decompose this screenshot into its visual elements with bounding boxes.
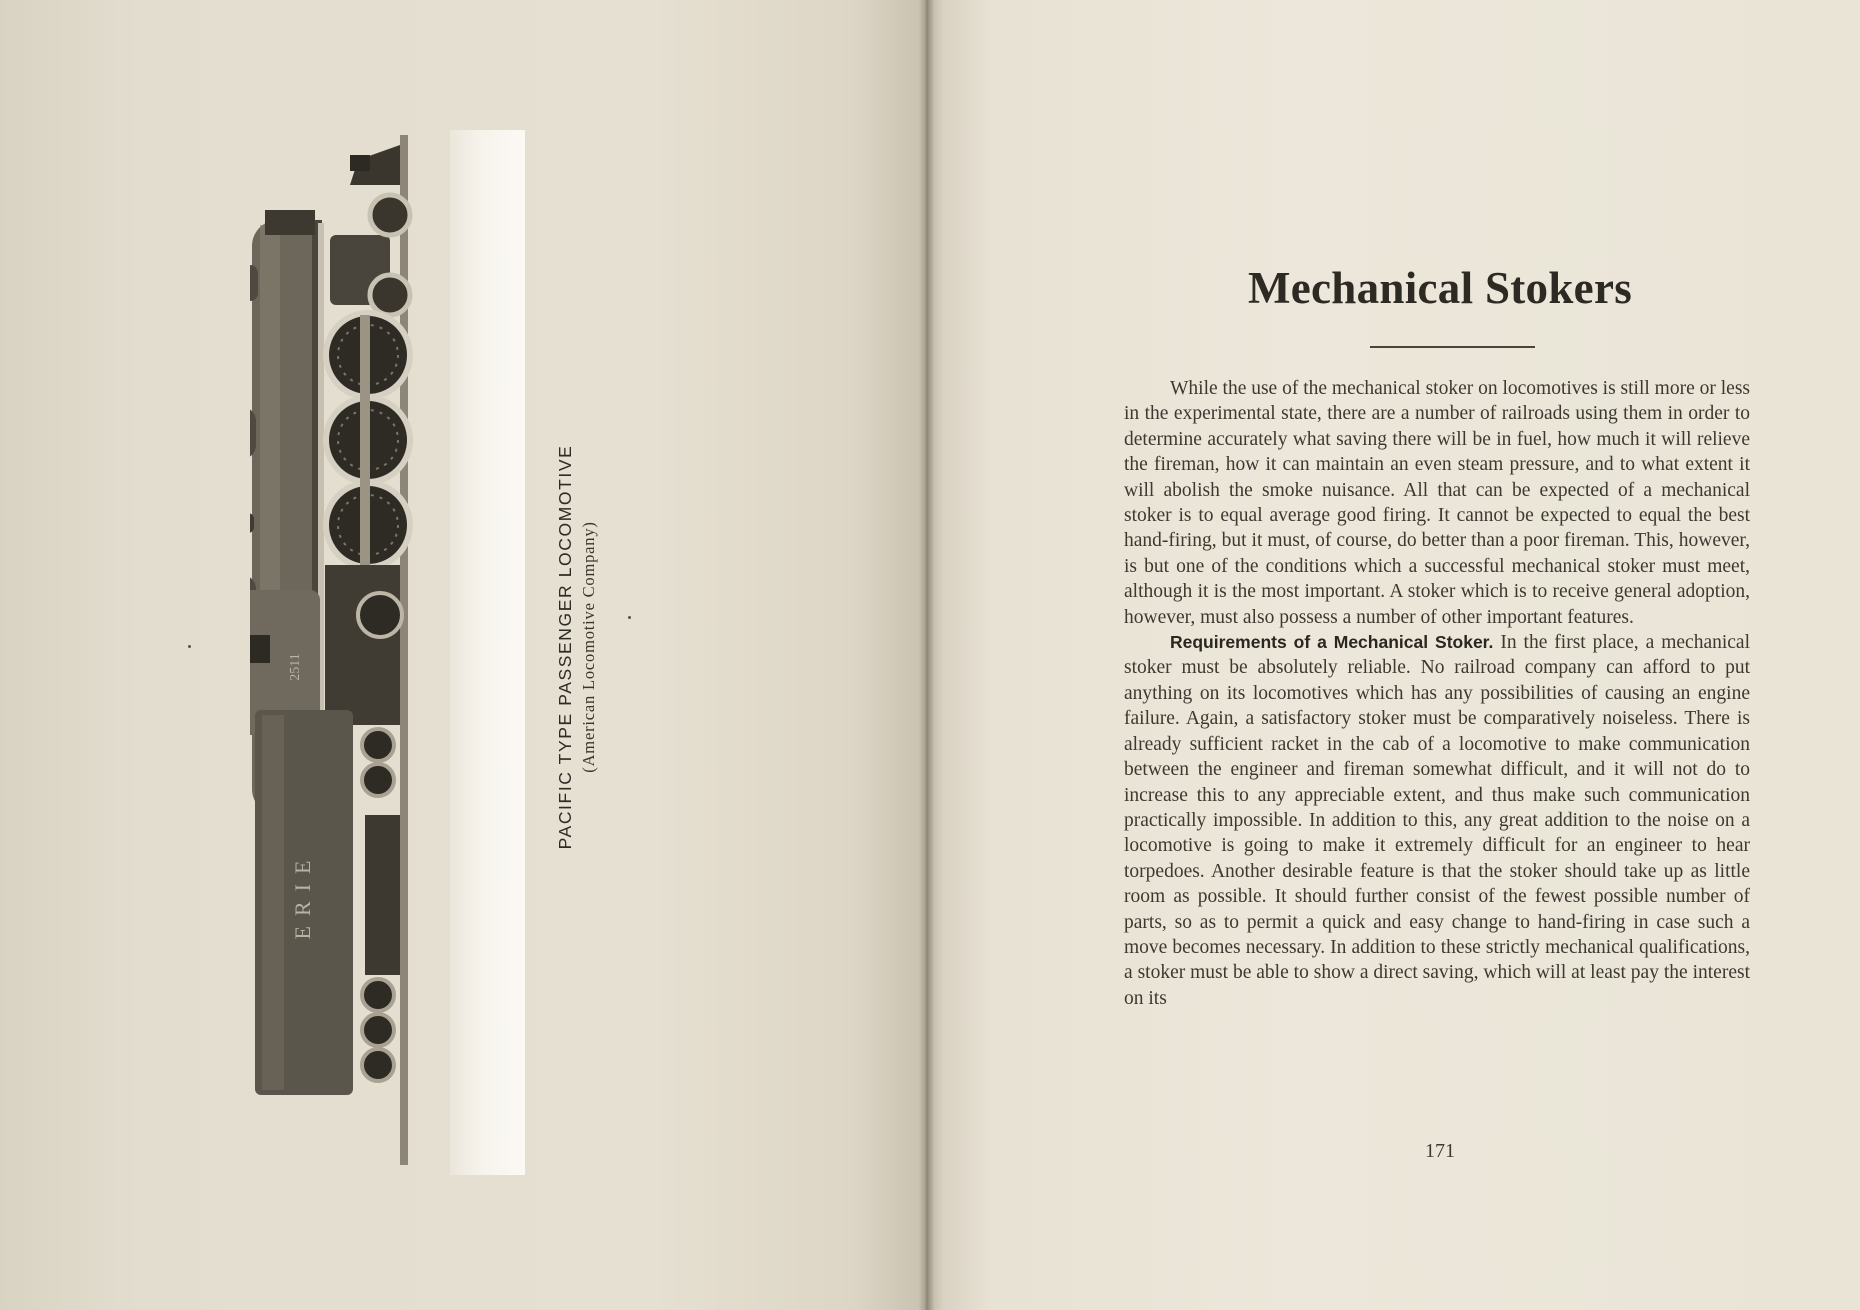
tender-lettering: ERIE (290, 850, 315, 940)
pilot-wheel (370, 275, 410, 315)
paper-speck (628, 616, 631, 619)
body-text (1124, 376, 1750, 1011)
driving-wheels (326, 313, 410, 567)
paragraph-1: While the use of the mechanical stoker on locomotives is still more or less in the experimental state, there are a number of railroads using them in order to determine accurately what saving there will be in fuel, how much it will relieve the fireman, how it can maintain an even steam pressure, and to what extent it will abolish the smoke nuisance. All that can be expected of a mechanical stoker is to equal average good firing. It cannot be expected to equal the best hand-firing, but it must, of course, do better than a poor fireman. This, however, is but one of the conditions which a successful mechanical stoker must meet, although it is the most important. A stoker which is to receive general adoption, however, must also possess a number of other important features. (1124, 378, 1750, 628)
chapter-title: Mechanical Stokers (1247, 263, 1633, 313)
caption-title: PACIFIC TYPE PASSENGER LOCOMOTIVE (555, 444, 575, 850)
smoke-stack (250, 265, 258, 301)
pilot-wheel (370, 195, 410, 235)
title-rule (1370, 346, 1535, 348)
tender-wheels (362, 729, 400, 1081)
plate-caption (555, 427, 599, 867)
paragraph-2-body: In the first place, a mechanical stoker must be absolutely reliable. No railroad company can afford to put anything on its locomotives which has any possibilities of causing an engine failure. Again, a satisfactory stoker must be comparatively noiseless. There is already sufficient racket in the cab of a locomotive to make communication between the engineer and fireman somewhat difficult, and it will not do to increase this to any appreciable extent, and thus make such communication practically impossible. In addition to this, any great addition to the noise on a locomotive is going to make it extremely difficult for an engineer to hear torpedoes. Another desirable feature is that the stoker should take up as little room as possible. It should further consist of the fewest possible number of parts, so as to permit a quick and easy change to hand-firing in case such a move becomes necessary. In addition to these strictly mechanical qualifications, a stoker must be able to show a direct saving, which will at least pay the interest on its (1124, 632, 1750, 1009)
cab-window (250, 635, 270, 663)
locomotive-number: 2511 (288, 653, 303, 681)
section-heading: Requirements of a Mechanical Stoker. (1170, 632, 1494, 653)
locomotive-photograph (250, 115, 500, 1175)
book-gutter (918, 0, 934, 1310)
trailing-wheel (358, 593, 402, 637)
paper-speck (188, 645, 191, 648)
caption-credit: (American Locomotive Company) (579, 521, 598, 773)
page-number: 171 (1425, 1140, 1455, 1162)
paragraph-2 (1124, 630, 1750, 1011)
